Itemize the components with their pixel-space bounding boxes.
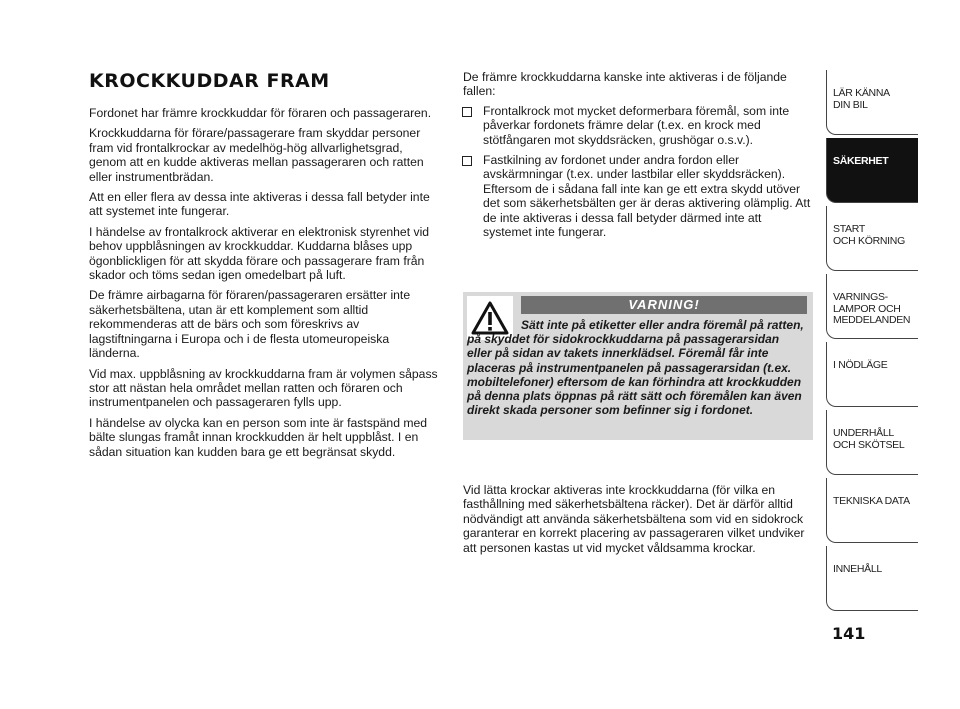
tab-start-och-korning[interactable]: START OCH KÖRNING (826, 206, 918, 271)
paragraph: I händelse av frontalkrock aktiverar en elektronisk styrenhet vid behov uppblåsningen av krockkuddar. Kuddarna blåses upp ögonblickligen för att skydda förare och passagerare fram från skador och töms sedan igen omedelbart på luft. (89, 224, 430, 283)
tab-varningslampor[interactable]: VARNINGS- LAMPOR OCH MEDDELANDEN (826, 274, 918, 339)
right-column (453, 70, 813, 245)
paragraph: Att en eller flera av dessa inte aktiveras i dessa fall betyder inte att systemet inte fungerar. (89, 190, 430, 219)
section-title: KROCKKUDDAR FRAM (89, 70, 330, 92)
warning-header: VARNING! (521, 296, 807, 314)
checkbox-bullet-icon (462, 156, 472, 166)
tab-i-nodlage[interactable]: I NÖDLÄGE (826, 342, 918, 407)
tab-sakerhet[interactable]: SÄKERHET (826, 138, 918, 203)
tab-lar-kanna-din-bil[interactable]: LÄR KÄNNA DIN BIL (826, 70, 918, 135)
paragraph: Vid max. uppblåsning av krockkuddarna fram är volymen såpass stor att nästan hela området mellan ratten och föraren och instrumentpanelen och passageraren fylls upp. (89, 366, 438, 410)
paragraph: I händelse av olycka kan en person som inte är fastspänd med bälte slungas framåt innan krockkudden är helt uppblåst. I en sådan situation kan kudden bara ge ett begränsat skydd. (89, 415, 428, 459)
warning-box (463, 292, 813, 440)
tab-tekniska-data[interactable]: TEKNISKA DATA (826, 478, 918, 543)
bullet-item (453, 104, 813, 147)
left-column (89, 70, 439, 465)
paragraph: Krockkuddarna för förare/passagerare fram skyddar personer fram vid frontalkrockar av medelhög-hög allvarlighetsgrad, genom att en kudde aktiveras mellan passageraren och ratten eller instrumentbrädan. (89, 126, 424, 184)
warning-text: Sätt inte på etiketter eller andra föremål på ratten, på skyddet för sidokrockkuddarna på passagerarsidan eller på sidan av takets innerklädsel. Föremål får inte placeras på instrumentpanelen på passagerarsidan (t.ex. mobiltelefoner) eftersom de kan förhindra att krockkudden på denna plats öppnas på rätt sätt och föremålen kan även direkt skada personer som befinner sig i fordonet. (467, 318, 804, 418)
checkbox-bullet-icon (462, 107, 472, 117)
bullet-item (453, 153, 813, 239)
tab-underhall-och-skotsel[interactable]: UNDERHÅLL OCH SKÖTSEL (826, 410, 918, 475)
page-number: 141 (832, 624, 866, 643)
bullet-text: Frontalkrock mot mycket deformerbara föremål, som inte påverkar fordonets främre delar (t.ex. en krock med stötfångaren mot skyddsräcken, grushögar o.s.v.). (483, 103, 790, 147)
chapter-tabs (826, 70, 918, 614)
paragraph: Vid lätta krockar aktiveras inte krockkuddarna (för vilka en fasthållning med säkerhetsbältena räcker). Det är därför alltid nödvändigt att använda säkerhetsbältena som vid en sidokrock garanterar en korrekt placering av passageraren vilket undviker att personen kastas ut vid mycket våldsamma krockar. (463, 483, 805, 555)
bullet-intro: De främre krockkuddarna kanske inte aktiveras i de följande fallen: (463, 70, 787, 99)
paragraph: De främre airbagarna för föraren/passageraren ersätter inte säkerhetsbältena, utan är ett komplement som alltid rekommenderas att de bärs och som föreskrivs av lagstiftningarna i Europa och i de flesta utomeuropeiska länderna. (89, 288, 411, 361)
paragraph: Fordonet har främre krockkuddar för föraren och passageraren. (89, 106, 432, 120)
bullet-text: Fastkilning av fordonet under andra fordon eller avskärmningar (t.ex. under lastbilar eller skyddsräcken). Eftersom de i sådana fall inte kan ge ett extra skydd utöver det som säkerhetsbälten ger är deras aktivering olämplig. Att de inte aktiveras i dessa fall betyder därmed inte att systemet inte fungerar. (483, 153, 811, 240)
tab-innehall[interactable]: INNEHÅLL (826, 546, 918, 611)
